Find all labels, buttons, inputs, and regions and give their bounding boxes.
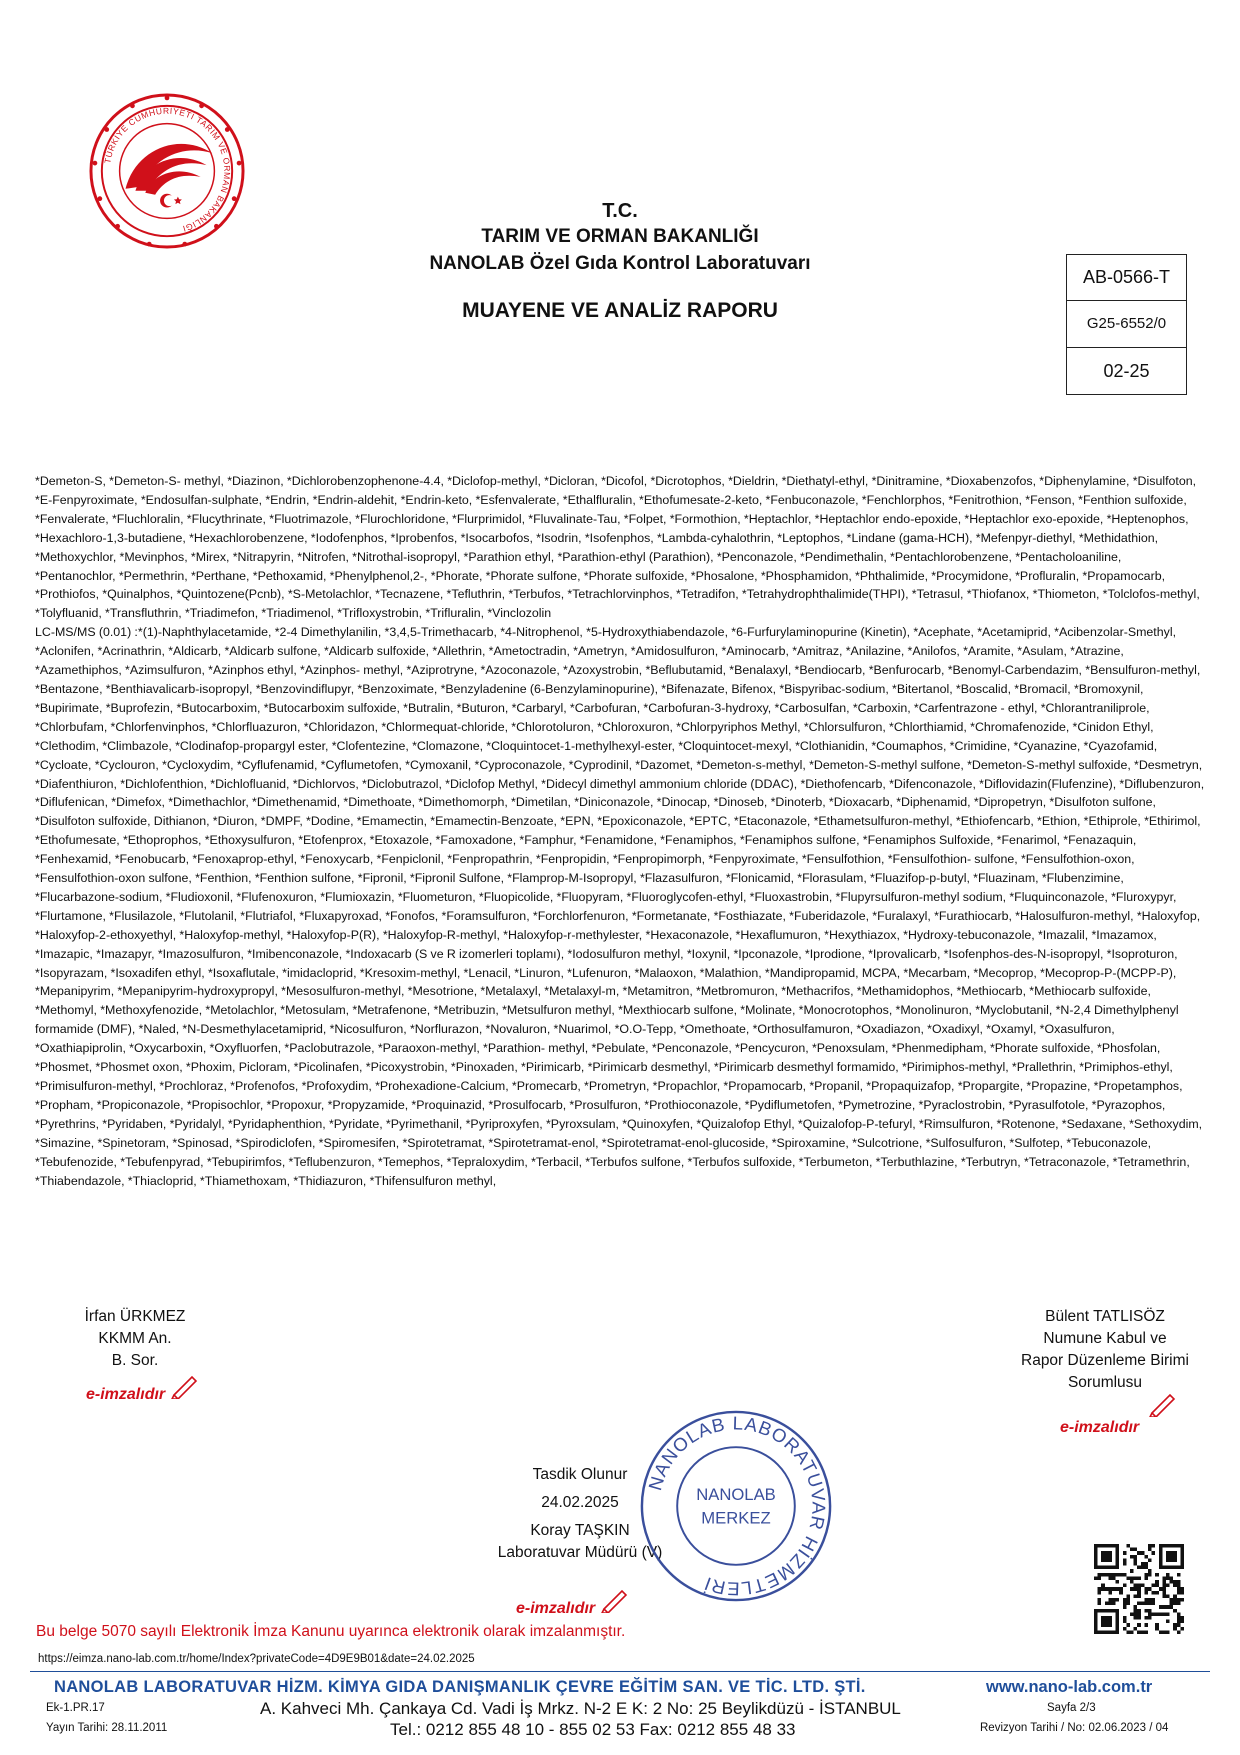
report-code-box: [1066, 254, 1187, 395]
svg-text:NANOLAB LABORATUVAR HİZMETLERİ: NANOLAB LABORATUVAR HİZMETLERİ: [644, 1412, 830, 1600]
signer-role: Laboratuvar Müdürü (V): [497, 1544, 663, 1561]
svg-text:NANOLAB: NANOLAB: [696, 1485, 776, 1505]
e-signature-mark-right: [1060, 1419, 1139, 1437]
analyte-paragraph-lcms: LC-MS/MS (0.01) :*(1)-Naphthylacetamide, *2-4 Dimethylanilin, *3,4,5-Trimethacarb, *4-Nitrophenol, *5-Hydroxythiabendazole, *6-Furfurylaminopurine (Kinetin), *Acephate, *Acetamiprid, *Acibenzolar-Smethyl, *Aclonifen, *Acrinathrin, *Aldicarb, *Aldicarb sulfone, *Aldicarb sulfoxide, *Allethrin, *Ametoctradin, *Ametryn, *Amidosulfuron, *Aminocarb, *Amitraz, *Anilazine, *Anilofos, *Aramite, *Asulam, *Atrazine, *Azamethiphos, *Azimsulfuron, *Azinphos ethyl, *Azinphos- methyl, *Aziprotryne, *Azoconazole, *Azoxystrobin, *Beflubutamid, *Benalaxyl, *Bendiocarb, *Benfurocarb, *Benomyl-Carbendazim, *Bensulfuron-methyl, *Bentazone, *Benthiavalicarb-isopropyl, *Benzovindiflupyr, *Benzoximate, *Benzyladenine (6-Benzylaminopurine), *Bifenazate, Bifenox, *Bispyribac-sodium, *Bitertanol, *Boscalid, *Bromacil, *Bromoxynil, *Bupirimate, *Buprofezin, *Butocarboxim, *Butocarboxim sulfoxide, *Butralin, *Buturon, *Carbaryl, *Carbofuran, *Carbofuran-3-hydroxy, *Carbosulfan, *Carboxin, *Carfentrazone - ethyl, *Chlorantraniliprole, *Chlorbufam, *Chlorfenvinphos, *Chlorfluazuron, *Chloridazon, *Chlormequat-chloride, *Chlorotoluron, *Chloroxuron, *Chlorpyriphos Methyl, *Chlorsulfuron, *Chlorthiamid, *Chromafenozide, *Cinidon Ethyl, *Clethodim, *Climbazole, *Clodinafop-propargyl ester, *Clofentezine, *Clomazone, *Cloquintocet-1-methylhexyl-ester, *Cloquintocet-mexyl, *Clothianidin, *Coumaphos, *Crimidine, *Cyanazine, *Cyazofamid, *Cycloate, *Cyclouron, *Cycloxydim, *Cyflufenamid, *Cyflumetofen, *Cymoxanil, *Cyproconazole, *Cyprodinil, *Dazomet, *Demeton-s-methyl, *Demeton-S-methyl sulfone, *Demeton-S-methyl sulfoxide, *Desmetryn, *Diafenthiuron, *Dichlofenthion, *Dichlofluanid, *Dichlorvos, *Diclobutrazol, *Diclofop Methyl, *Didecyl dimethyl ammonium chloride (DDAC), *Diethofencarb, *Difenconazole, *Diflovidazin(Flufenzine), *Diflubenzuron, *Diflufenican, *Dimefox, *Dimethachlor, *Dimethenamid, *Dimethoate, *Dimethomorph, *Dimetilan, *Diniconazole, *Dinocap, *Dinoseb, *Dinoterb, *Dioxacarb, *Diphenamid, *Dipropetryn, *Disulfoton sulfone, *Disulfoton sulfoxide, Dithianon, *Diuron, *DMPF, *Dodine, *Emamectin, *Emamectin-Benzoate, *EPN, *Epoxiconazole, *EPTC, *Etaconazole, *Ethametsulfuron-methyl, *Ethiofencarb, *Ethion, *Ethiprole, *Ethirimol, *Ethofumesate, *Ethoprophos, *Ethoxysulfuron, *Etofenprox, *Etoxazole, *Famoxadone, *Famphur, *Fenamidone, *Fenamiphos, *Fenamiphos sulfone, *Fenamiphos Sulfoxide, *Fenarimol, *Fenazaquin, *Fenhexamid, *Fenobucarb, *Fenoxaprop-ethyl, *Fenoxycarb, *Fenpiclonil, *Fenpropathrin, *Fenpropidin, *Fenpropimorph, *Fenpyroximate, *Fensulfothion, *Fensulfothion- sulfone, *Fensulfothion-oxon, *Fensulfothion-oxon sulfone, *Fenthion, *Fenthion sulfone, *Fipronil, *Fipronil Sulfone, *Flamprop-M-Isopropyl, *Flazasulfuron, *Flonicamid, *Florasulam, *Fluazifop-p-butyl, *Fluazinam, *Flubenzimine, *Flucarbazone-sodium, *Fludioxonil, *Flufenoxuron, *Flumioxazin, *Fluometuron, *Fluopicolide, *Fluopyram, *Fluoroglycofen-ethyl, *Fluoxastrobin, *Flupyrsulfuron-methyl sodium, *Fluquinconazole, *Fluroxypyr, *Flurtamone, *Flusilazole, *Flutolanil, *Flutriafol, *Fluxapyroxad, *Fonofos, *Foramsulfuron, *Forchlorfenuron, *Formetanate, *Fosthiazate, *Fuberidazole, *Furalaxyl, *Furathiocarb, *Halosulfuron-methyl, *Haloxyfop, *Haloxyfop-2-ethoxyethyl, *Haloxyfop-methyl, *Haloxyfop-P(R), *Haloxyfop-R-methyl, *Haloxyfop-r-methylester, *Hexaconazole, *Hexaflumuron, *Hexythiazox, *Hydroxy-tebuconazole, *Imazalil, *Imazamox, *Imazapic, *Imazapyr, *Imazosulfuron, *Imibenconazole, *Indoxacarb (S ve R izomerleri toplamı), *Iodosulfuron methyl, *Ioxynil, *Ipconazole, *Iprodione, *Iprovalicarb, *Isofenphos-des-N-isopropyl, *Isoproturon, *Isopyrazam, *Isoxadifen ethyl, *Isoxaflutale, *imidacloprid, *Kresoxim-methyl, *Lenacil, *Linuron, *Lufenuron, *Malaoxon, *Malathion, *Mandipropamid, MCPA, *Mecarbam, *Mecoprop, *Mecoprop-P-(MCPP-P), *Mepanipyrim, *Mepanipyrim-hydroxypropyl, *Mesosulfuron-methyl, *Mesotrione, *Metalaxyl, *Metalaxyl-m, *Metamitron, *Metbromuron, *Methacrifos, *Methamidophos, *Methiocarb, *Methiocarb sulfoxide, *Methomyl, *Methoxyfenozide, *Metolachlor, *Metosulam, *Metrafenone, *Metribuzin, *Metsulfuron methyl, *Mexthiocarb sulfone, *Molinate, *Monocrotophos, *Monolinuron, *Myclobutanil, *N-2,4 Dimethylphenyl formamide (DMF), *Naled, *N-Desmethylacetamiprid, *Nicosulfuron, *Norflurazon, *Novaluron, *Nuarimol, *O.O-Tepp, *Omethoate, *Orthosulfamuron, *Oxadiazon, *Oxadixyl, *Oxamyl, *Oxasulfuron, *Oxathiapiprolin, *Oxycarboxin, *Oxyfluorfen, *Paclobutrazole, *Paraoxon-methyl, *Parathion- methyl, *Pebulate, *Penconazole, *Pencycuron, *Penoxsulam, *Phenmedipham, *Phorate sulfoxide, *Phosfolan, *Phosmet, *Phosmet oxon, *Phoxim, Picloram, *Picolinafen, *Picoxystrobin, *Pinoxaden, *Pirimicarb, *Pirimicarb desmethyl, *Pirimicarb desmethyl formamido, *Pirimiphos-methyl, *Prallethrin, *Primiphos-ethyl, *Primisulfuron-methyl, *Prochloraz, *Profenofos, *Profoxydim, *Prohexadione-Calcium, *Promecarb, *Prometryn, *Propachlor, *Propamocarb, *Propanil, *Propaquizafop, *Propargite, *Propazine, *Propetamphos, *Propham, *Propiconazole, *Propisochlor, *Propoxur, *Propyzamide, *Proquinazid, *Prosulfocarb, *Prosulfuron, *Prothioconazole, *Pydiflumetofen, *Pymetrozine, *Pyraclostrobin, *Pyrasulfotole, *Pyrazophos, *Pyrethrins, *Pyridaben, *Pyridalyl, *Pyridaphenthion, *Pyridate, *Pyrimethanil, *Pyriproxyfen, *Pyroxsulam, *Quinoxyfen, *Quizalofop Ethyl, *Quizalofop-P-tefuryl, *Rimsulfuron, *Rotenone, *Sedaxane, *Sethoxydim, *Simazine, *Spinetoram, *Spinosad, *Spirodiclofen, *Spiromesifen, *Spirotetramat, *Spirotetramat-enol, *Spirotetramat-enol-glucoside, *Spiroxamine, *Sulcotrione, *Sulfosulfuron, *Sulfotep, *Tebuconazole, *Tebufenozide, *Tebufenpyrad, *Tebupirimfos, *Teflubenzuron, *Temephos, *Tepraloxydim, *Terbacil, *Terbufos sulfone, *Terbufos sulfoxide, *Terbumeton, *Terbuthlazine, *Terbutryn, *Tetraconazole, *Tetramethrin, *Thiabendazole, *Thiacloprid, *Thiamethoxam, *Thidiazuron, *Thifensulfuron methyl,: [35, 625, 1205, 1188]
website-link[interactable]: www.nano-lab.com.tr: [986, 1678, 1153, 1696]
signer-name: İrfan ÜRKMEZ: [84, 1308, 186, 1325]
footer-divider: [30, 1671, 1210, 1672]
approval-date: 24.02.2025: [541, 1494, 619, 1511]
company-phone: Tel.: 0212 855 48 10 - 855 02 53 Fax: 0212 855 48 33: [390, 1720, 796, 1739]
revision-info: Revizyon Tarihi / No: 02.06.2023 / 04: [980, 1722, 1169, 1734]
company-address: A. Kahveci Mh. Çankaya Cd. Vadi İş Mrkz. N-2 E K: 2 No: 25 Beylikdüzü - İSTANBUL: [260, 1699, 901, 1718]
e-signature-mark-center: [516, 1587, 630, 1618]
signer-name: Bülent TATLISÖZ: [1045, 1308, 1165, 1325]
analyte-list: [35, 472, 1205, 1190]
signer-role: Numune Kabul ve: [1043, 1330, 1167, 1347]
pen-icon: [600, 1587, 630, 1613]
analyte-paragraph-gc: *Demeton-S, *Demeton-S- methyl, *Diazinon, *Dichlorobenzophenone-4.4, *Diclofop-methyl, *Dicloran, *Dicofol, *Dicrotophos, *Dieldrin, *Diethatyl-ethyl, *Dinitramine, *Dioxabenzofos, *Diphenylamine, *Disulfoton, *E-Fenpyroximate, *Endosulfan-sulphate, *Endrin, *Endrin-aldehit, *Endrin-keto, *Esfenvalerate, *Ethalfluralin, *Ethofumesate-2-keto, *Fenbuconazole, *Fenchlorphos, *Fenitrothion, *Fenson, *Fenthion sulfoxide, *Fenvalerate, *Fluchloralin, *Flucythrinate, *Fluotrimazole, *Flurochloridone, *Flurprimidol, *Fluvalinate-Tau, *Folpet, *Formothion, *Heptachlor, *Heptachlor endo-epoxide, *Heptachlor exo-epoxide, *Heptenophos, *Hexachloro-1,3-butadiene, *Hexachlorobenzene, *Iodofenphos, *Iprobenfos, *Isocarbofos, *Isodrin, *Isofenphos, *Lambda-cyhalothrin, *Leptophos, *Lindane (gama-HCH), *Mefenpyr-diethyl, *Methidathion, *Methoxychlor, *Mevinphos, *Mirex, *Nitrapyrin, *Nitrofen, *Nitrothal-isopropyl, *Parathion ethyl, *Parathion-ethyl (Parathion), *Penconazole, *Pendimethalin, *Pentachlorobenzene, *Pentacholoaniline, *Pentanochlor, *Permethrin, *Perthane, *Pethoxamid, *Phenylphenol,2-, *Phorate, *Phorate sulfone, *Phorate sulfoxide, *Phosalone, *Phosphamidon, *Phthalimide, *Procymidone, *Profluralin, *Propamocarb, *Prothiofos, *Quinalphos, *Quintozene(Pcnb), *S-Metolachlor, *Tecnazene, *Tefluthrin, *Terbufos, *Tetrachlorvinphos, *Tetradifon, *Tetrahydrophthalimide(THPI), *Tetrasul, *Thiofanox, *Thiometon, *Tolclofos-methyl, *Tolyfluanid, *Transfluthrin, *Triadimefon, *Triadimenol, *Trifloxystrobin, *Trifluralin, *Vinclozolin: [35, 474, 1200, 621]
header-tc: T.C.: [602, 200, 638, 222]
approval-label: Tasdik Olunur: [532, 1466, 628, 1483]
report-period: 02-25: [1103, 361, 1150, 381]
company-name: NANOLAB LABORATUVAR HİZM. KİMYA GIDA DANIŞMANLIK ÇEVRE EĞİTİM SAN. VE TİC. LTD. ŞTİ.: [54, 1678, 866, 1696]
signer-name: Koray TAŞKIN: [530, 1522, 630, 1539]
pen-icon: [1148, 1391, 1178, 1417]
signer-role: KKMM An.: [98, 1330, 172, 1347]
signature-block-left: [60, 1306, 210, 1372]
e-signature-label: e-imzalıdır: [1060, 1419, 1140, 1436]
form-code: Ek-1.PR.17: [46, 1702, 105, 1714]
signer-role: B. Sor.: [111, 1352, 159, 1369]
pen-icon: [170, 1373, 200, 1399]
e-signature-mark-left: [86, 1373, 200, 1404]
ministry-name: TARIM VE ORMAN BAKANLIĞI: [481, 226, 759, 247]
legal-notice: Bu belge 5070 sayılı Elektronik İmza Kanunu uyarınca elektronik olarak imzalanmıştır.: [36, 1623, 626, 1640]
lab-stamp: [638, 1408, 834, 1604]
signature-block-right: [1000, 1306, 1210, 1394]
svg-text:MERKEZ: MERKEZ: [701, 1508, 771, 1528]
page-number: Sayfa 2/3: [1047, 1702, 1096, 1714]
svg-text:TÜRKİYE CUMHURİYETİ TARIM VE O: TÜRKİYE CUMHURİYETİ TARIM VE ORMAN BAKANLIĞI: [102, 105, 233, 235]
ministry-seal-logo: [88, 92, 246, 250]
signer-role: Sorumlusu: [1067, 1374, 1143, 1391]
verification-link[interactable]: https://eimza.nano-lab.com.tr/home/Index?privateCode=4D9E9B01&date=24.02.2025: [38, 1653, 475, 1665]
lab-name: NANOLAB Özel Gıda Kontrol Laboratuvarı: [429, 253, 811, 274]
signer-role: Rapor Düzenleme Birimi: [1021, 1352, 1189, 1369]
e-signature-label: e-imzalıdır: [86, 1386, 166, 1403]
report-title: MUAYENE VE ANALİZ RAPORU: [462, 299, 778, 322]
report-number: G25-6552/0: [1067, 301, 1186, 348]
accreditation-code: AB-0566-T: [1067, 255, 1186, 301]
e-signature-label: e-imzalıdır: [516, 1600, 596, 1617]
publish-date: Yayın Tarihi: 28.11.2011: [46, 1722, 168, 1734]
qr-code: [1094, 1544, 1184, 1634]
